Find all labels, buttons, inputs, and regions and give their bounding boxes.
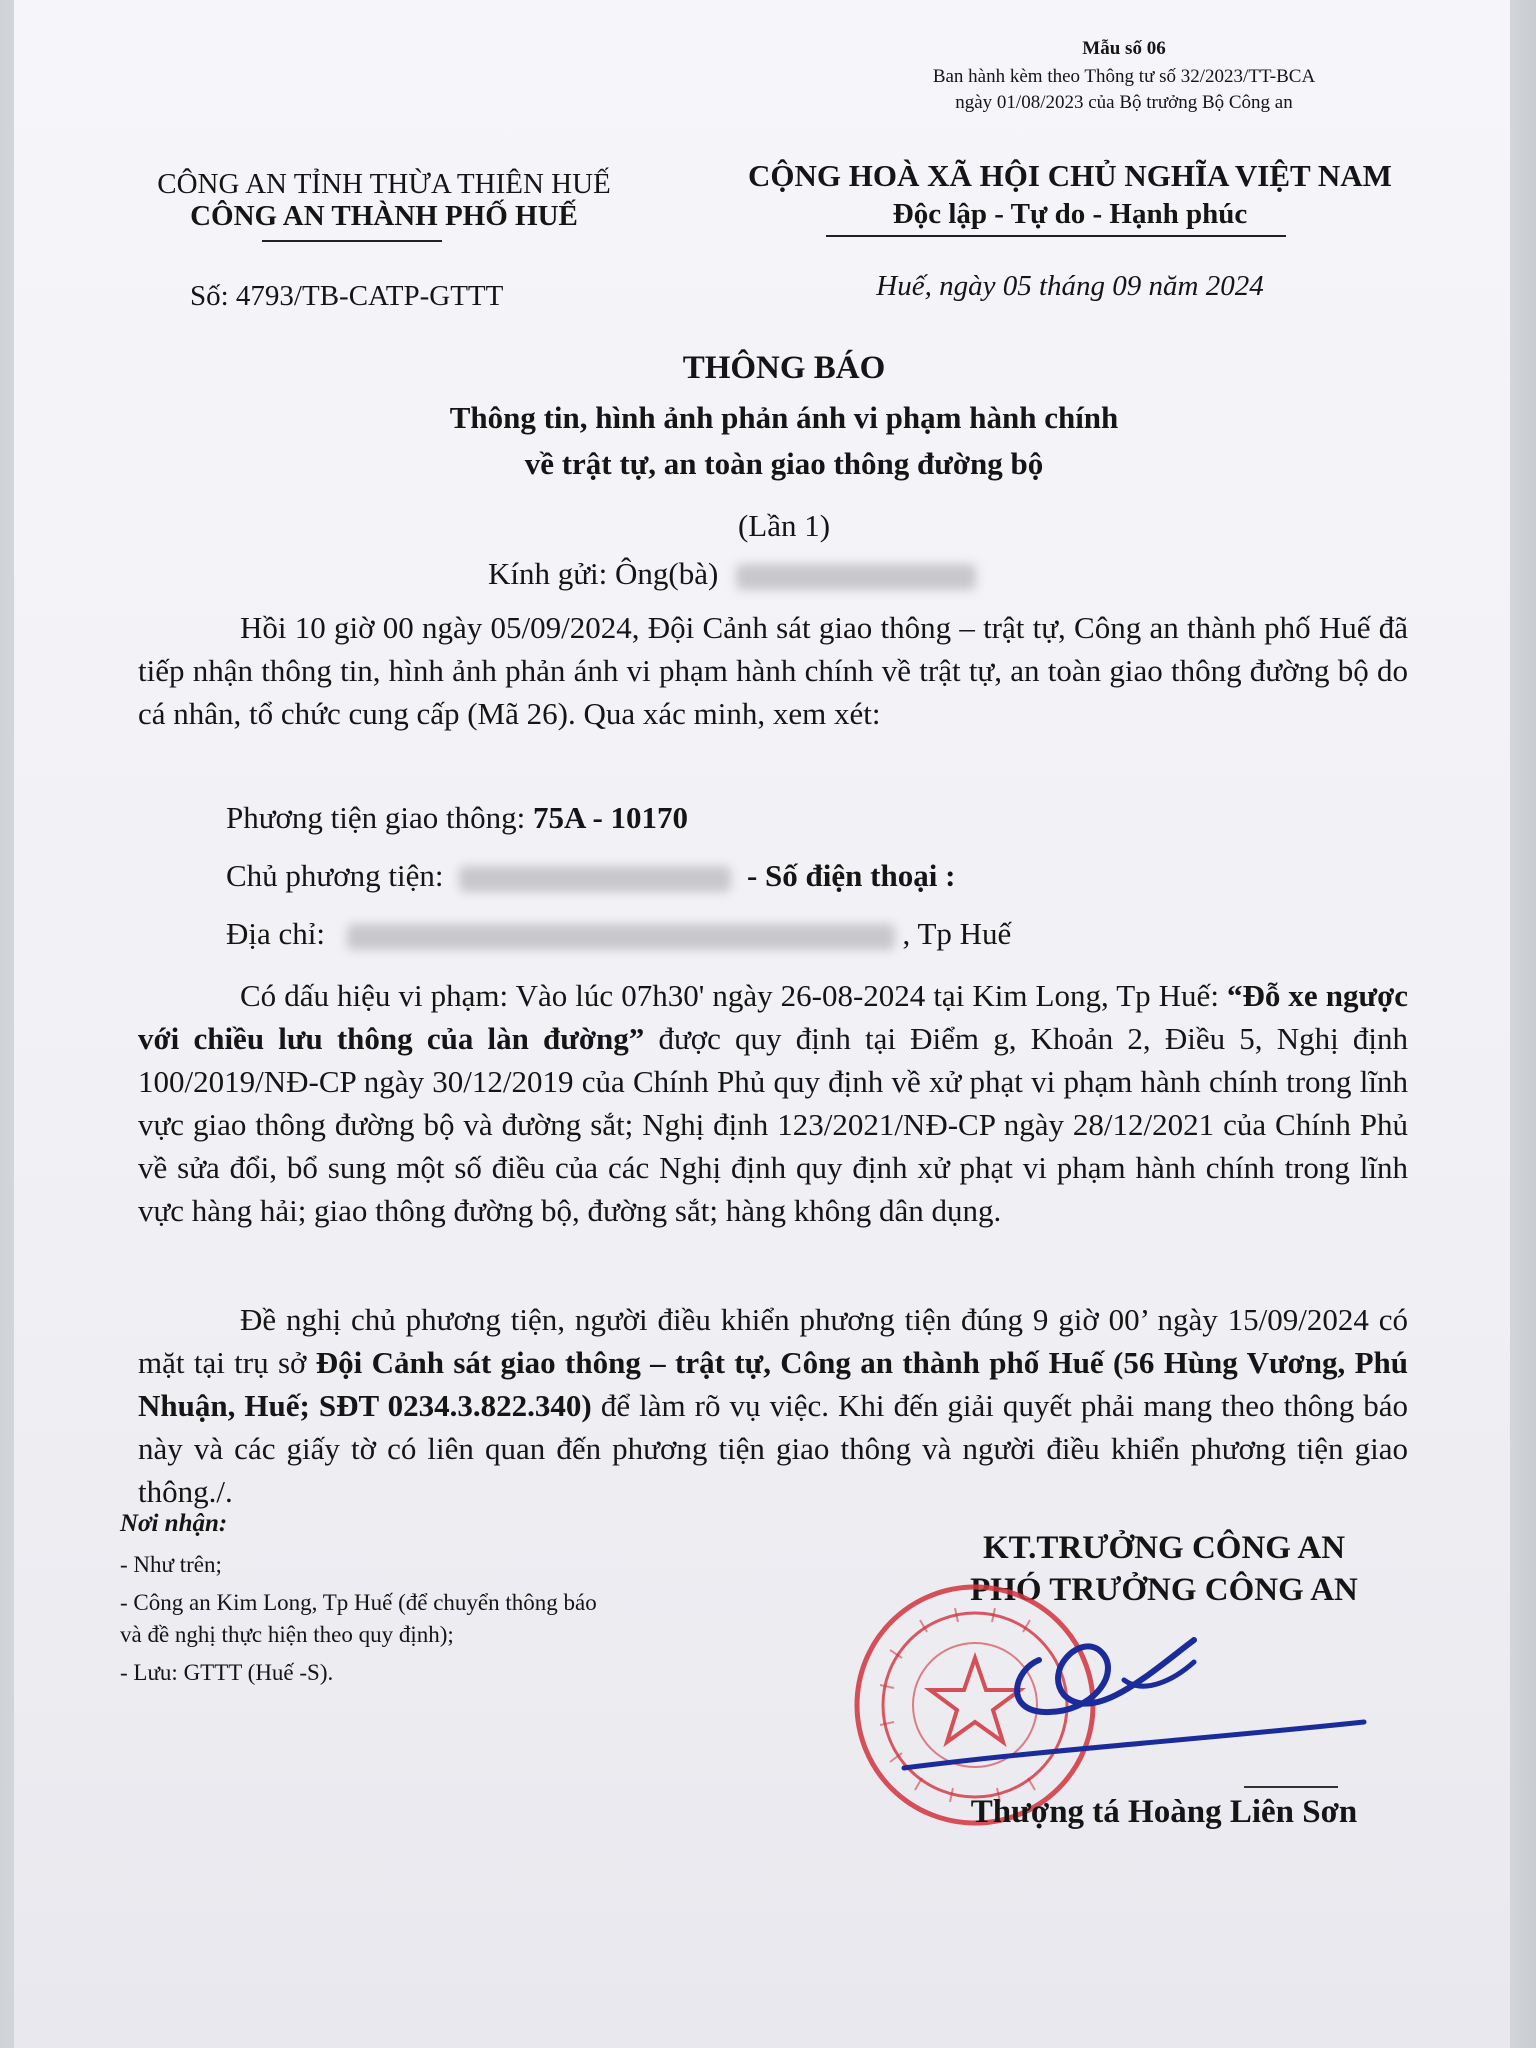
- address-line: [226, 916, 1011, 952]
- address-label: Địa chỉ:: [226, 916, 325, 951]
- request-paragraph: [138, 1298, 1408, 1513]
- document-subtitle-1: Thông tin, hình ảnh phản ánh vi phạm hành chính: [449, 400, 1119, 435]
- recipient-line: [488, 556, 976, 592]
- owner-line: [226, 858, 955, 894]
- vehicle-line: [226, 800, 688, 836]
- vehicle-label: Phương tiện giao thông:: [226, 800, 526, 835]
- form-issued-line1: Ban hành kèm theo Thông tư số 32/2023/TT-BCA: [932, 66, 1316, 87]
- address-suffix: , Tp Huế: [902, 916, 1012, 951]
- request-place: Đội Cảnh sát giao thông – trật tự, Công an thành phố Huế (56 Hùng Vương, Phú Nhuận, Huế; SĐT 0234.3.822.340): [138, 1345, 1409, 1423]
- form-number: Mẫu số 06: [1082, 38, 1166, 59]
- owner-label: Chủ phương tiện:: [226, 858, 444, 893]
- agency-parent: CÔNG AN TỈNH THỪA THIÊN HUẾ: [157, 168, 611, 200]
- signer-name: Thượng tá Hoàng Liên Sơn: [970, 1794, 1358, 1830]
- form-issued-line2: ngày 01/08/2023 của Bộ trưởng Bộ Công an: [955, 92, 1293, 113]
- nation-motto: Độc lập - Tự do - Hạnh phúc: [892, 198, 1248, 230]
- signature-divider: [1244, 1786, 1338, 1788]
- handwritten-signature-icon: [894, 1600, 1374, 1810]
- violation-legal-basis: được quy định tại Điểm g, Khoản 2, Điều 5, Nghị định 100/2019/NĐ-CP ngày 30/12/2019 của Chính Phủ quy định về xử phạt vi phạm hành chính trong lĩnh vực giao thông đường bộ và đường sắt; Nghị định 123/2021/NĐ-CP ngày 28/12/2021 của Chính Phủ về sửa đổi, bổ sung một số điều của các Nghị định quy định xử phạt vi phạm hành chính trong lĩnh vực hàng hải; giao thông đường bộ, đường sắt; hàng không dân dụng.: [138, 1021, 1408, 1228]
- request-prefix: Đề nghị chủ phương tiện, người điều khiển phương tiện đúng 9 giờ 00’ ngày 15/09/2024 có mặt tại trụ sở: [138, 1302, 1408, 1380]
- agency-name: CÔNG AN THÀNH PHỐ HUẾ: [190, 200, 578, 232]
- recipients-title: Nơi nhận:: [120, 1510, 228, 1537]
- nation-title: CỘNG HOÀ XÃ HỘI CHỦ NGHĨA VIỆT NAM: [748, 158, 1392, 193]
- document-subtitle-2: về trật tự, an toàn giao thông đường bộ: [524, 446, 1044, 481]
- notice-times: (Lần 1): [737, 508, 831, 543]
- signature-role-1: KT.TRƯỞNG CÔNG AN: [982, 1530, 1346, 1566]
- recipients-item-2a: - Công an Kim Long, Tp Huế (để chuyển thông báo: [120, 1590, 597, 1615]
- document-date: Huế, ngày 05 tháng 09 năm 2024: [876, 270, 1264, 302]
- document-page: [14, 0, 1510, 2048]
- violation-paragraph: [138, 974, 1408, 1232]
- vehicle-plate: 75A - 10170: [533, 800, 689, 835]
- recipient-label: Kính gửi: Ông(bà): [488, 556, 719, 591]
- intro-paragraph: Hồi 10 giờ 00 ngày 05/09/2024, Đội Cảnh sát giao thông – trật tự, Công an thành phố Huế đã tiếp nhận thông tin, hình ảnh phản ánh vi phạm hành chính về trật tự, an toàn giao thông đường bộ do cá nhân, tổ chức cung cấp (Mã 26). Qua xác minh, xem xét:: [138, 610, 1408, 731]
- document-number: Số: 4793/TB-CATP-GTTT: [190, 280, 504, 312]
- redacted-owner-name: [459, 866, 731, 892]
- request-rest: để làm rõ vụ việc. Khi đến giải quyết phải mang theo thông báo này và các giấy tờ có liên quan đến phương tiện giao thông và người điều khiển phương tiện giao thông./.: [138, 1388, 1409, 1509]
- violation-prefix: Có dấu hiệu vi phạm: Vào lúc 07h30' ngày 26-08-2024 tại Kim Long, Tp Huế:: [240, 978, 1219, 1013]
- redacted-address: [347, 924, 895, 950]
- motto-underline: [826, 235, 1286, 237]
- signature-role-2: PHÓ TRƯỞNG CÔNG AN: [970, 1572, 1358, 1608]
- redacted-recipient-name: [736, 564, 976, 590]
- document-title: THÔNG BÁO: [682, 350, 886, 386]
- violation-behavior: “Đỗ xe ngược với chiều lưu thông của làn đường”: [138, 978, 1408, 1056]
- agency-underline: [262, 240, 442, 242]
- recipients-item-3: - Lưu: GTTT (Huế -S).: [120, 1660, 334, 1685]
- phone-label: - Số điện thoại :: [746, 858, 956, 893]
- recipients-item-1: - Như trên;: [120, 1552, 222, 1577]
- recipients-item-2b: và đề nghị thực hiện theo quy định);: [120, 1622, 454, 1647]
